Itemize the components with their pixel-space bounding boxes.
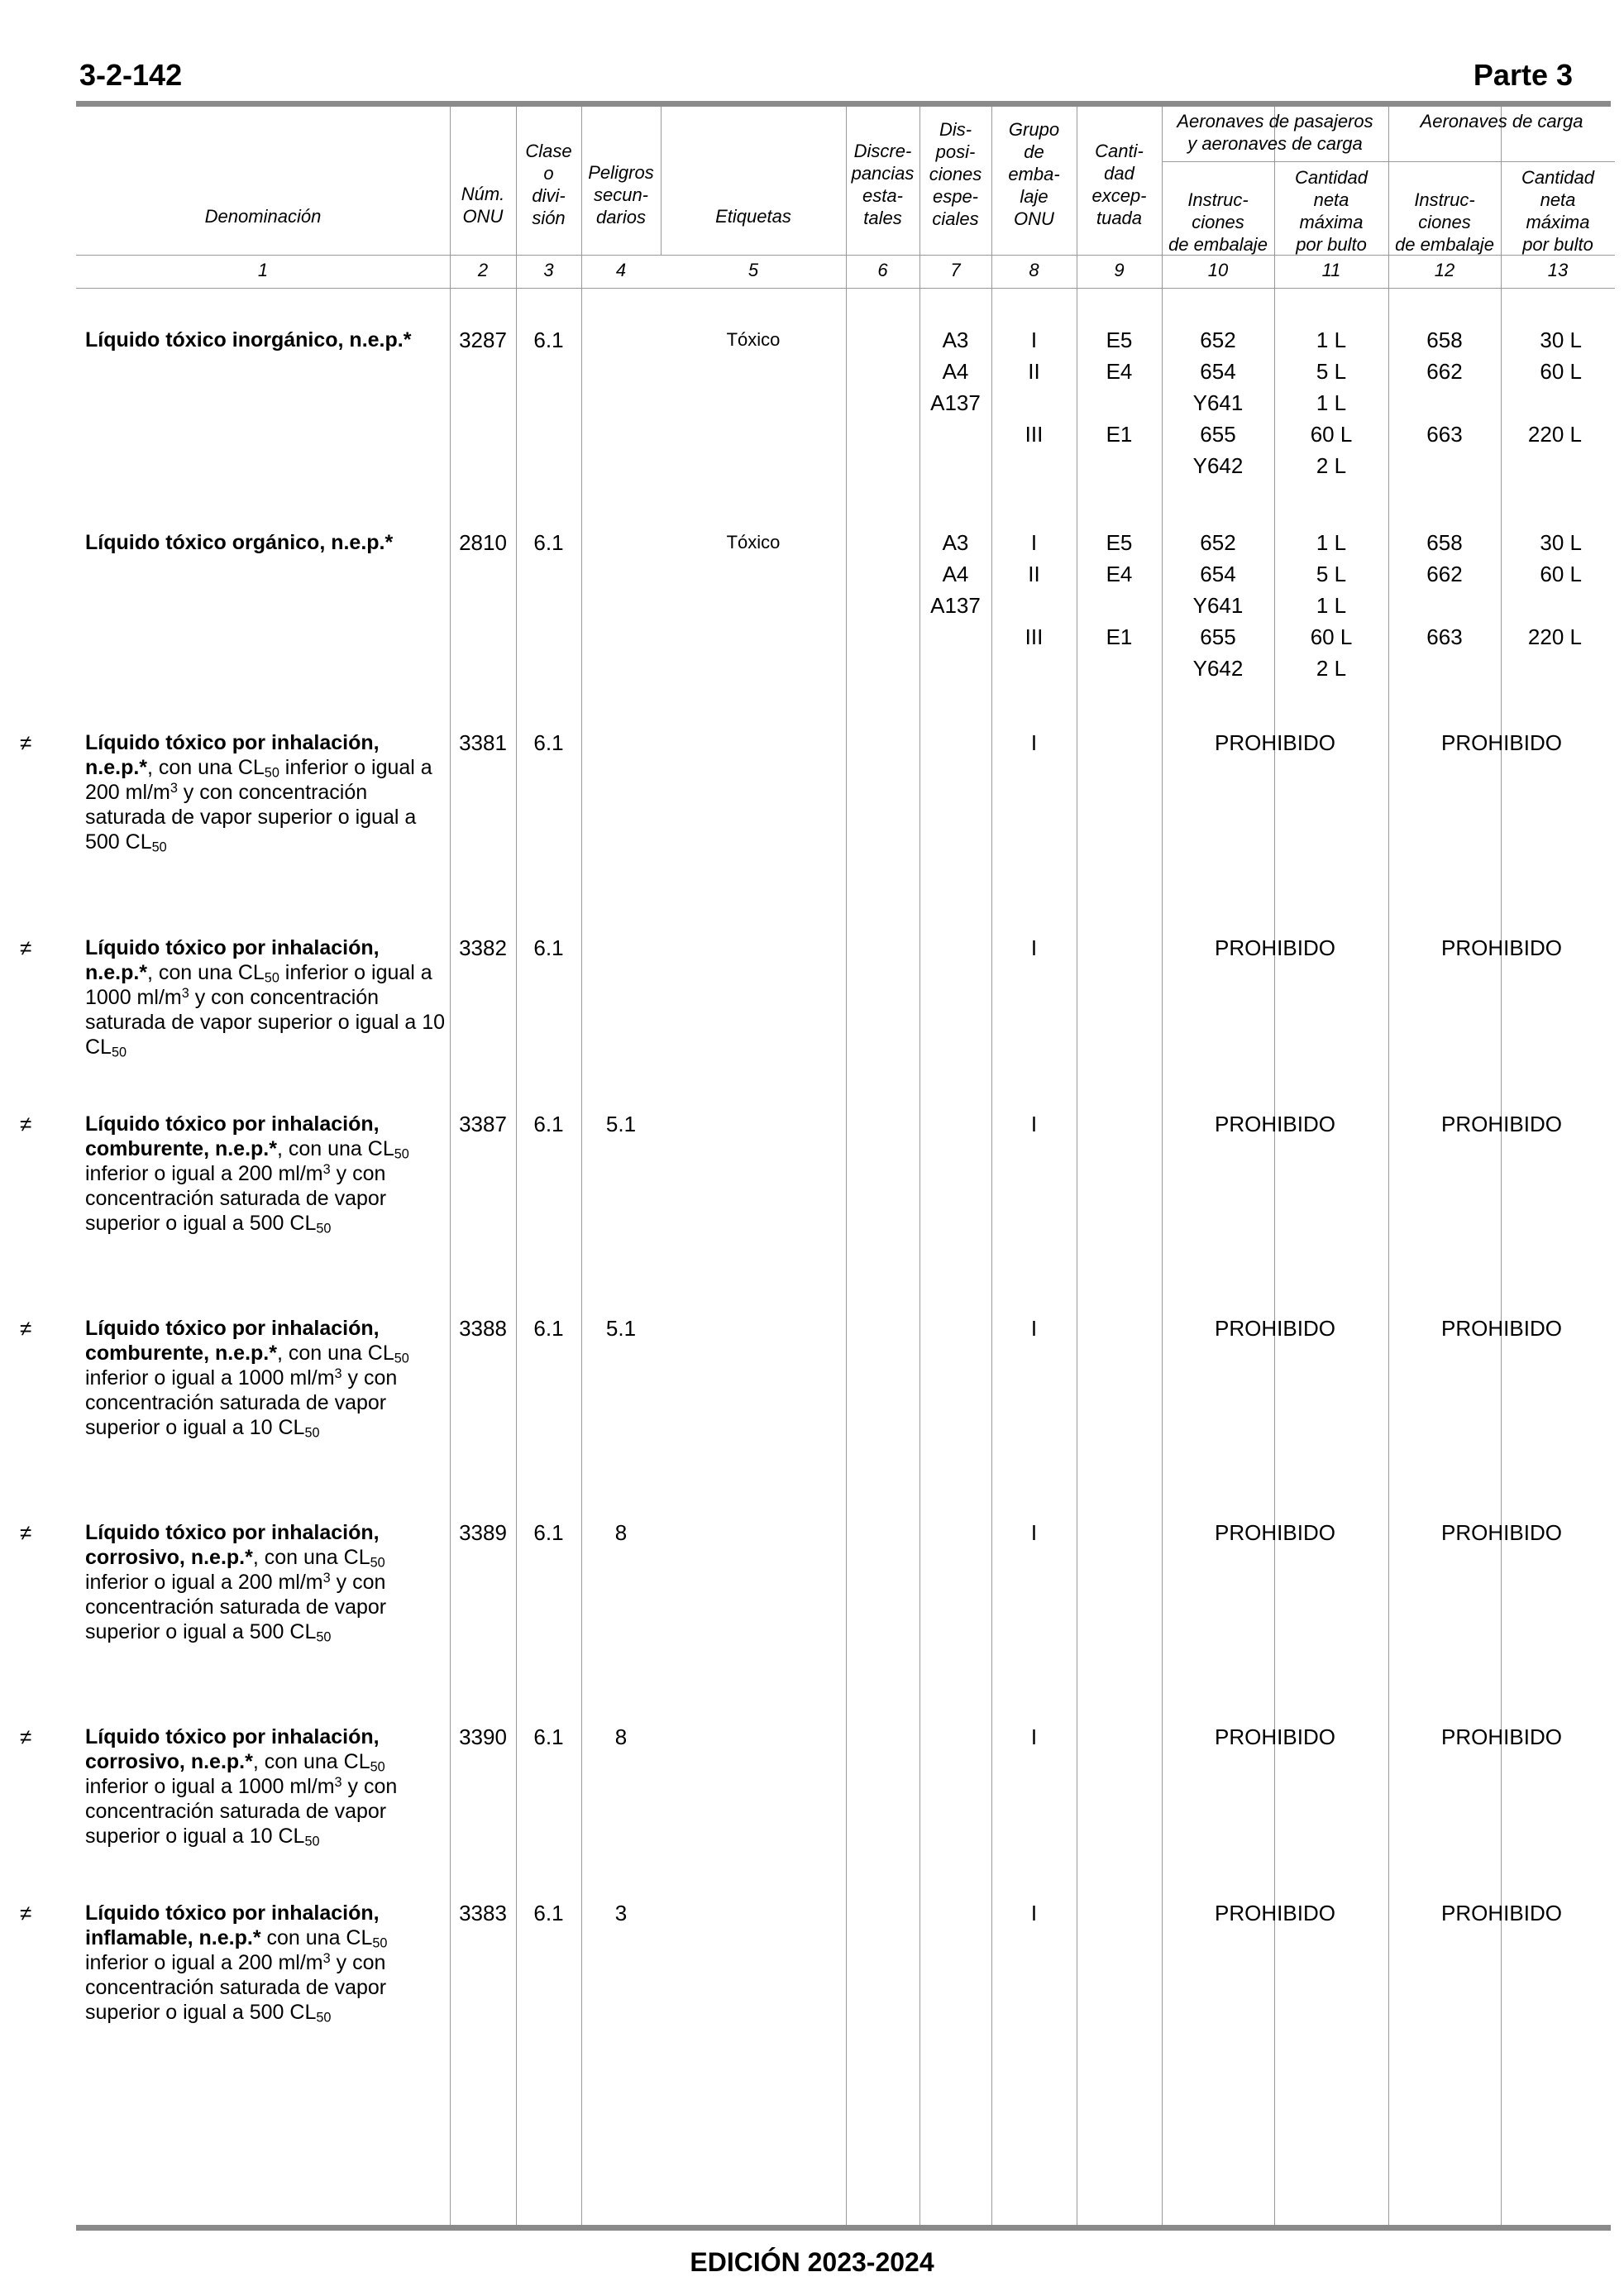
col-number: 5: [748, 260, 759, 280]
class-division: 6.1: [533, 1316, 564, 1341]
packing-instruction-pax: 652 654 Y641 655 Y642: [1192, 328, 1244, 478]
label: Tóxico: [726, 329, 781, 350]
class-division: 6.1: [533, 1724, 564, 1749]
class-division: 6.1: [533, 328, 564, 352]
forbidden-passenger: PROHIBIDO: [1215, 1901, 1335, 1925]
col-header-6: Discre- pancias esta- tales: [851, 141, 915, 228]
col-number: 11: [1321, 260, 1341, 280]
group-header-rule: [1162, 161, 1615, 162]
col-header-11: Cantidad neta máxima por bulto: [1294, 167, 1368, 255]
subsidiary-hazard: 8: [614, 1724, 628, 1749]
forbidden-cargo: PROHIBIDO: [1441, 1112, 1562, 1136]
packing-group: I: [1030, 730, 1038, 755]
un-number: 3383: [459, 1901, 507, 1925]
class-division: 6.1: [533, 530, 564, 555]
difference-mark: ≠: [20, 935, 32, 960]
entry-name: Líquido tóxico por inhalación, corrosivo, n.e.p.*, con una $CL_{50}$ inferior o igual a 1000 $ml/m^3$ y con concentración saturada de vapor superior o igual a 10 $CL_{50}$: [85, 1725, 398, 1849]
un-number: 3390: [459, 1724, 507, 1749]
col-header-3: Clase o divi- sión: [525, 141, 572, 228]
packing-group: I: [1030, 1520, 1038, 1545]
forbidden-passenger: PROHIBIDO: [1215, 730, 1335, 755]
col-header-8: Grupo de emba- laje ONU: [1008, 119, 1060, 229]
forbidden-cargo: PROHIBIDO: [1441, 730, 1562, 755]
special-provisions: A3 A4 A137: [930, 328, 981, 415]
col-sep-4: [661, 107, 662, 256]
col-number: 10: [1207, 260, 1229, 280]
entry-name: Líquido tóxico por inhalación, n.e.p.*, con una $CL_{50}$ inferior o igual a 200 $ml/m^3$ y con concentración saturada de vapor superior o igual a 500 $CL_{50}$: [85, 731, 432, 855]
col-number: 6: [877, 260, 888, 280]
forbidden-cargo: PROHIBIDO: [1441, 1724, 1562, 1749]
col-number: 7: [950, 260, 961, 280]
un-number: 3381: [459, 730, 507, 755]
excepted-quantity: E5 E4 E1: [1106, 530, 1133, 649]
forbidden-cargo: PROHIBIDO: [1441, 1901, 1562, 1925]
page-number: 3-2-142: [79, 58, 183, 92]
col-header-5: Etiquetas: [715, 206, 791, 227]
group-header-cargo: Aeronaves de carga: [1420, 111, 1583, 132]
entry-name: Líquido tóxico por inhalación, comburente, n.e.p.*, con una $CL_{50}$ inferior o igual a 200 $ml/m^3$ y con concentración saturada de vapor superior o igual a 500 $CL_{50}$: [85, 1112, 409, 1236]
forbidden-cargo: PROHIBIDO: [1441, 935, 1562, 960]
class-division: 6.1: [533, 1520, 564, 1545]
col-number: 1: [257, 260, 269, 280]
entry-name: Líquido tóxico por inhalación, corrosivo, n.e.p.*, con una $CL_{50}$ inferior o igual a 200 $ml/m^3$ y con concentración saturada de vapor superior o igual a 500 $CL_{50}$: [85, 1521, 387, 1645]
subsidiary-hazard: 8: [614, 1520, 628, 1545]
subsidiary-hazard: 5.1: [605, 1112, 637, 1136]
col-number: 2: [477, 260, 489, 280]
difference-mark: ≠: [20, 1520, 32, 1545]
col-header-1: Denominación: [204, 206, 322, 227]
label: Tóxico: [726, 532, 781, 552]
header-rule-2: [76, 288, 1615, 289]
part-label: Parte 3: [1473, 58, 1573, 92]
packing-group: I: [1030, 935, 1038, 960]
entry-name: Líquido tóxico por inhalación, inflamable, n.e.p.* con una $CL_{50}$ inferior o igual a 200 $ml/m^3$ y con concentración saturada de vapor superior o igual a 500 $CL_{50}$: [85, 1901, 388, 2026]
excepted-quantity: E5 E4 E1: [1106, 328, 1133, 447]
packing-group: I II III: [1025, 530, 1044, 649]
packing-instruction-cargo: 658 662 663: [1426, 328, 1463, 447]
packing-group: I: [1030, 1724, 1038, 1749]
packing-instruction-cargo: 658 662 663: [1426, 530, 1463, 649]
difference-mark: ≠: [20, 1901, 32, 1925]
packing-instruction-pax: 652 654 Y641 655 Y642: [1192, 530, 1244, 681]
col-number: 12: [1434, 260, 1455, 280]
col-header-7: Dis- posi- ciones espe- ciales: [929, 119, 982, 229]
subsidiary-hazard: 3: [614, 1901, 628, 1925]
forbidden-passenger: PROHIBIDO: [1215, 1724, 1335, 1749]
subsidiary-hazard: 5.1: [605, 1316, 637, 1341]
forbidden-cargo: PROHIBIDO: [1441, 1520, 1562, 1545]
col-header-2: Núm. ONU: [461, 184, 505, 227]
col-header-12: Instruc- ciones de embalaje: [1395, 189, 1494, 255]
difference-mark: ≠: [20, 1316, 32, 1341]
class-division: 6.1: [533, 1901, 564, 1925]
packing-group: I: [1030, 1316, 1038, 1341]
max-quantity-pax: 1 L 5 L 1 L 60 L 2 L: [1310, 530, 1353, 681]
difference-mark: ≠: [20, 730, 32, 755]
col-number: 8: [1029, 260, 1039, 280]
packing-group: I: [1030, 1112, 1038, 1136]
col-header-4: Peligros secun- darios: [588, 162, 654, 227]
col-sep-6: [919, 107, 920, 2225]
top-rule: [76, 101, 1611, 107]
class-division: 6.1: [533, 730, 564, 755]
special-provisions: A3 A4 A137: [930, 530, 981, 618]
un-number: 2810: [459, 530, 507, 555]
entry-name: Líquido tóxico por inhalación, n.e.p.*, con una $CL_{50}$ inferior o igual a 1000 $ml/m^3$ y con concentración saturada de vapor superior o igual a 10 $CL_{50}$: [85, 936, 446, 1060]
col-number: 3: [543, 260, 554, 280]
col-number: 9: [1114, 260, 1125, 280]
bottom-rule: [76, 2225, 1611, 2231]
max-quantity-pax: 1 L 5 L 1 L 60 L 2 L: [1310, 328, 1353, 478]
col-header-13: Cantidad neta máxima por bulto: [1521, 167, 1595, 255]
class-division: 6.1: [533, 1112, 564, 1136]
un-number: 3382: [459, 935, 507, 960]
col-sep-5: [846, 107, 847, 2225]
edition-footer: EDICIÓN 2023-2024: [690, 2247, 934, 2277]
forbidden-passenger: PROHIBIDO: [1215, 1316, 1335, 1341]
forbidden-passenger: PROHIBIDO: [1215, 935, 1335, 960]
class-division: 6.1: [533, 935, 564, 960]
un-number: 3388: [459, 1316, 507, 1341]
group-header-passenger: Aeronaves de pasajeros y aeronaves de carga: [1177, 111, 1373, 154]
entry-name: Líquido tóxico orgánico, n.e.p.*: [85, 531, 394, 554]
packing-group: I II III: [1025, 328, 1044, 447]
col-header-10: Instruc- ciones de embalaje: [1168, 189, 1268, 255]
max-quantity-cargo: 30 L 60 L 220 L: [1527, 328, 1582, 447]
packing-group: I: [1030, 1901, 1038, 1925]
forbidden-cargo: PROHIBIDO: [1441, 1316, 1562, 1341]
un-number: 3287: [459, 328, 507, 352]
un-number: 3389: [459, 1520, 507, 1545]
difference-mark: ≠: [20, 1724, 32, 1749]
col-number: 4: [615, 260, 627, 280]
forbidden-passenger: PROHIBIDO: [1215, 1112, 1335, 1136]
col-number: 13: [1547, 260, 1569, 280]
entry-name: Líquido tóxico inorgánico, n.e.p.*: [85, 328, 412, 352]
col-header-9: Canti- dad excep- tuada: [1091, 141, 1147, 228]
difference-mark: ≠: [20, 1112, 32, 1136]
un-number: 3387: [459, 1112, 507, 1136]
forbidden-passenger: PROHIBIDO: [1215, 1520, 1335, 1545]
max-quantity-cargo: 30 L 60 L 220 L: [1527, 530, 1582, 649]
entry-name: Líquido tóxico por inhalación, comburente, n.e.p.*, con una $CL_{50}$ inferior o igual a 1000 $ml/m^3$ y con concentración saturada de vapor superior o igual a 10 $CL_{50}$: [85, 1317, 409, 1441]
